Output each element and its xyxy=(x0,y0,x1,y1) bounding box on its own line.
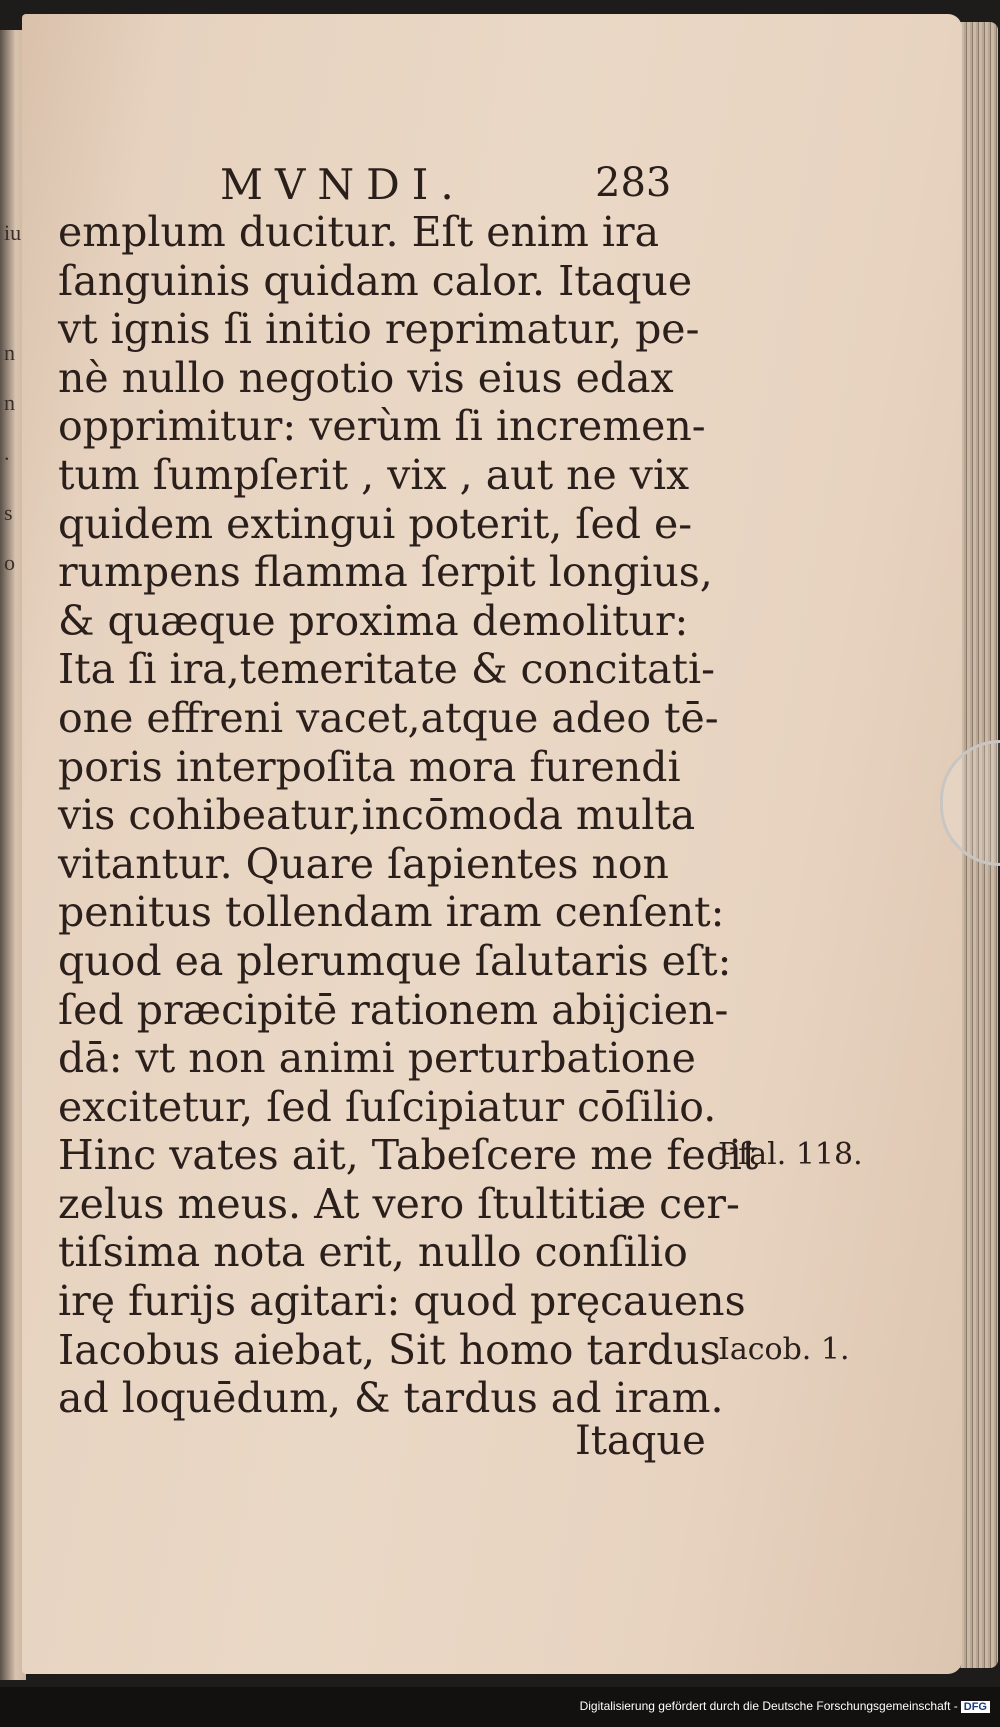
text-line: ſed præcipitē rationem abijcien- xyxy=(58,985,729,1034)
text-line: vitantur. Quare ſapientes non xyxy=(58,839,669,888)
text-line: ad loquēdum, & tardus ad iram. xyxy=(58,1374,724,1423)
text-line: emplum ducitur. Eſt enim ira xyxy=(58,208,660,256)
footer-bar xyxy=(0,1687,1000,1727)
page-number: 283 xyxy=(595,160,672,206)
catchword: Itaque xyxy=(575,1418,706,1464)
margin-note: Iacob. 1. xyxy=(718,1331,850,1367)
funding-credit xyxy=(580,1699,990,1713)
text-line: & quæque proxima demolitur: xyxy=(58,596,689,645)
dfg-logo: DFG xyxy=(961,1701,990,1713)
text-line: Hinc vates ait, Tabeſcere me fecit xyxy=(58,1131,759,1180)
left-page-fragment: o xyxy=(4,550,15,575)
left-page-fragment: s xyxy=(4,500,13,525)
text-line: ſanguinis quidam calor. Itaque xyxy=(58,256,693,305)
text-line: opprimitur: verùm ſi incremen- xyxy=(58,402,706,451)
left-page-fragment: n xyxy=(4,340,15,365)
margin-note: Pſal. 118. xyxy=(718,1137,863,1173)
text-line: nè nullo negotio vis eius edax xyxy=(58,353,674,402)
running-title: MVNDI. xyxy=(220,160,466,209)
text-line: Iacobus aiebat, Sit homo tardus xyxy=(58,1325,721,1374)
funding-credit-text: Digitalisierung gefördert durch die Deutsche Forschungsgemeinschaft - xyxy=(579,1699,958,1713)
text-line: irę furijs agitari: quod pręcauens xyxy=(58,1277,746,1326)
text-line: one effreni vacet,atque adeo tē- xyxy=(58,693,719,742)
text-line: poris interpoſita mora furendi xyxy=(58,742,681,791)
body-text xyxy=(58,208,759,1423)
text-line: dā: vt non animi perturbatione xyxy=(58,1034,696,1083)
text-line: penitus tollendam iram cenſent: xyxy=(58,888,725,937)
text-line: vt ignis ſi initio reprimatur, pe- xyxy=(58,305,700,354)
text-line: excitetur, ſed ſuſcipiatur cōſilio. xyxy=(58,1082,717,1131)
text-line: quod ea plerumque ſalutaris eſt: xyxy=(58,936,732,985)
text-line: quidem extingui poterit, ſed e- xyxy=(58,499,693,548)
text-line: tum ſumpſerit , vix , aut ne vix xyxy=(58,450,690,499)
text-line: Ita ſi ira,temeritate & concitati- xyxy=(58,645,715,694)
text-line: zelus meus. At vero ſtultitiæ cer- xyxy=(58,1179,740,1228)
left-page-fragment: iu xyxy=(4,220,22,245)
left-page-fragment: n xyxy=(4,390,15,415)
left-page-fragment: . xyxy=(4,440,10,465)
text-line: tiſsima nota erit, nullo conſilio xyxy=(58,1228,688,1277)
text-line: rumpens flamma ſerpit longius, xyxy=(58,548,713,597)
text-line: vis cohibeatur,incōmoda multa xyxy=(58,791,696,840)
